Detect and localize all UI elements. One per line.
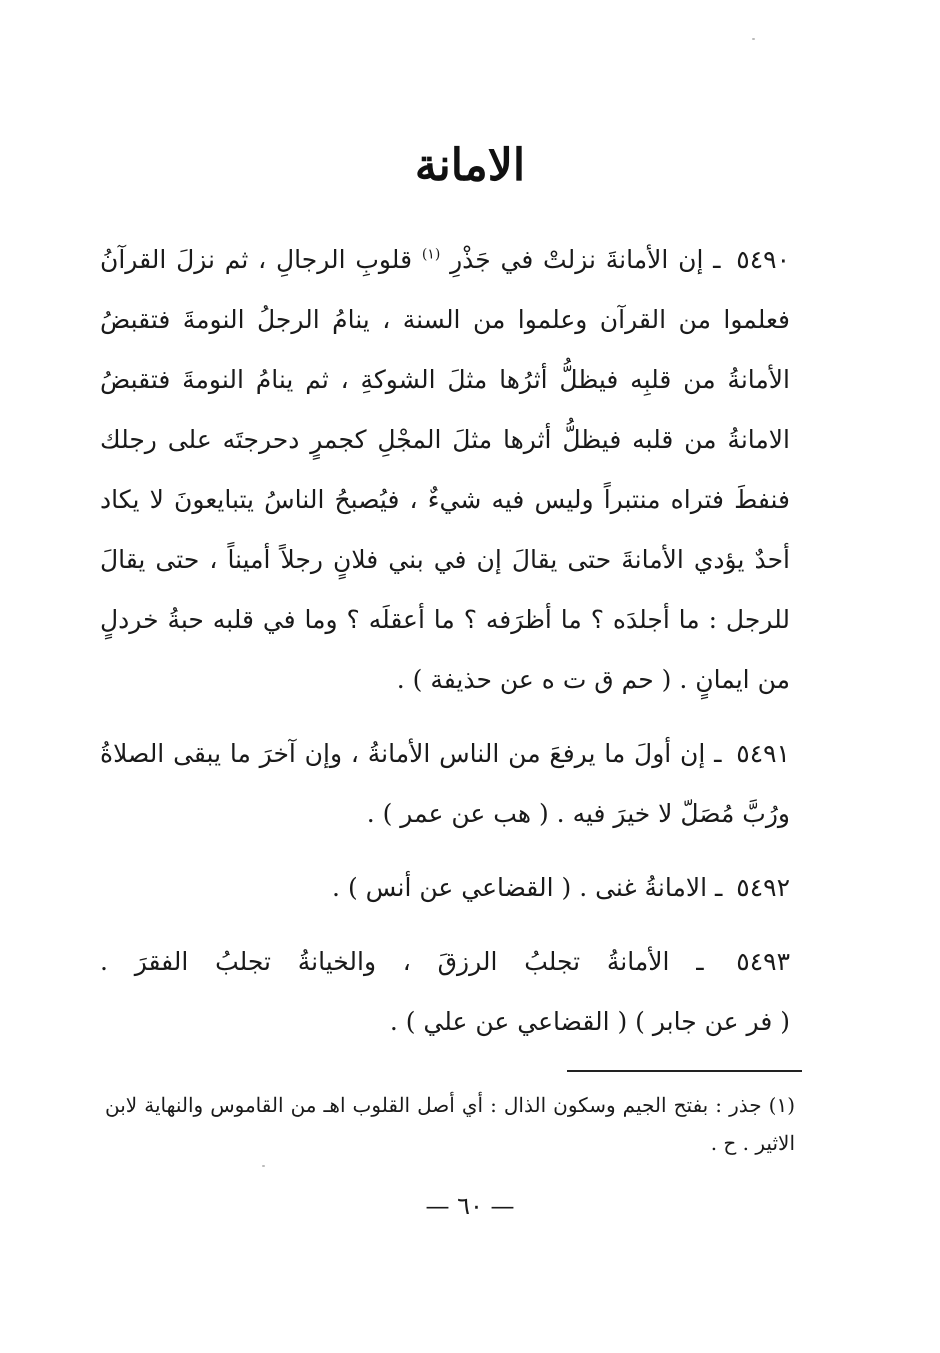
hadith-number: ٥٤٩٣ bbox=[736, 947, 790, 976]
footnote-reference[interactable]: (١) bbox=[421, 246, 441, 263]
footnote-mark: (١) bbox=[768, 1093, 796, 1117]
hadith-text-continued: قلوبِ الرجالِ ، ثم نزلَ القرآنُ فعلموا من القرآن وعلموا من السنة ، ينامُ الرجلُ النومةَ فتقبضُ الأمانةُ من قلبِه فيظلُّ أثرُها مثلَ الشوكةِ ، ثم ينامُ النومةَ فتقبضُ الامانةُ من قلبه فيظلُّ أثرها مثلَ المجْلِ كجمرٍ دحرجتَه على رجلك فنفطَ فتراه منتبراً وليس فيه شيءٌ ، فيُصبحُ الناسُ يتبايعونَ لا يكاد أحدٌ يؤدي الأمانةَ حتى يقالَ إن في بني فلانٍ رجلاً أميناً ، حتى يقالَ للرجل : ما أجلدَه ؟ ما أظرَفه ؟ ما أعقلَه ؟ وما في قلبه حبةُ خردلٍ من ايمانٍ . bbox=[100, 245, 790, 694]
hadith-5490 bbox=[100, 230, 790, 710]
hadith-5493 bbox=[100, 932, 790, 1052]
footnote-divider bbox=[567, 1070, 802, 1072]
footnote bbox=[105, 1086, 795, 1162]
paper-speck bbox=[752, 38, 755, 40]
paper-speck bbox=[262, 1165, 265, 1167]
hadith-number: ٥٤٩٠ bbox=[736, 245, 790, 274]
page-number: — ٦٠ — bbox=[425, 1192, 515, 1220]
chapter-heading: الامانة bbox=[414, 140, 526, 191]
hadith-5492 bbox=[100, 858, 790, 918]
hadith-text: ـ الأمانةُ تجلبُ الرزقَ ، والخيانةُ تجلبُ الفقرَ . bbox=[100, 947, 704, 976]
hadith-5491 bbox=[100, 724, 790, 844]
hadith-source: ( هب عن عمر ) . bbox=[366, 799, 549, 828]
hadith-list bbox=[100, 230, 790, 1066]
hadith-source: ( فر عن جابر ) ( القضاعي عن علي ) . bbox=[389, 1007, 790, 1036]
footnote-text: جذر : بفتح الجيم وسكون الذال : أي أصل القلوب اهـ من القاموس والنهاية لابن الاثير . ح . bbox=[105, 1093, 795, 1155]
hadith-number: ٥٤٩٢ bbox=[736, 873, 790, 902]
hadith-source: ( القضاعي عن أنس ) . bbox=[332, 873, 572, 902]
hadith-text: ـ الامانةُ غنى . bbox=[579, 873, 723, 902]
hadith-text: ـ إن أولَ ما يرفعَ من الناس الأمانةُ ، وإن آخرَ ما يبقى الصلاةُ ورُبَّ مُصَلّ لا خيرَ فيه . bbox=[100, 739, 790, 828]
hadith-text: ـ إن الأمانةَ نزلتْ في جَذْرِ bbox=[450, 245, 721, 274]
hadith-number: ٥٤٩١ bbox=[736, 739, 790, 768]
hadith-source: ( حم ق ت ه عن حذيفة ) . bbox=[396, 665, 672, 694]
